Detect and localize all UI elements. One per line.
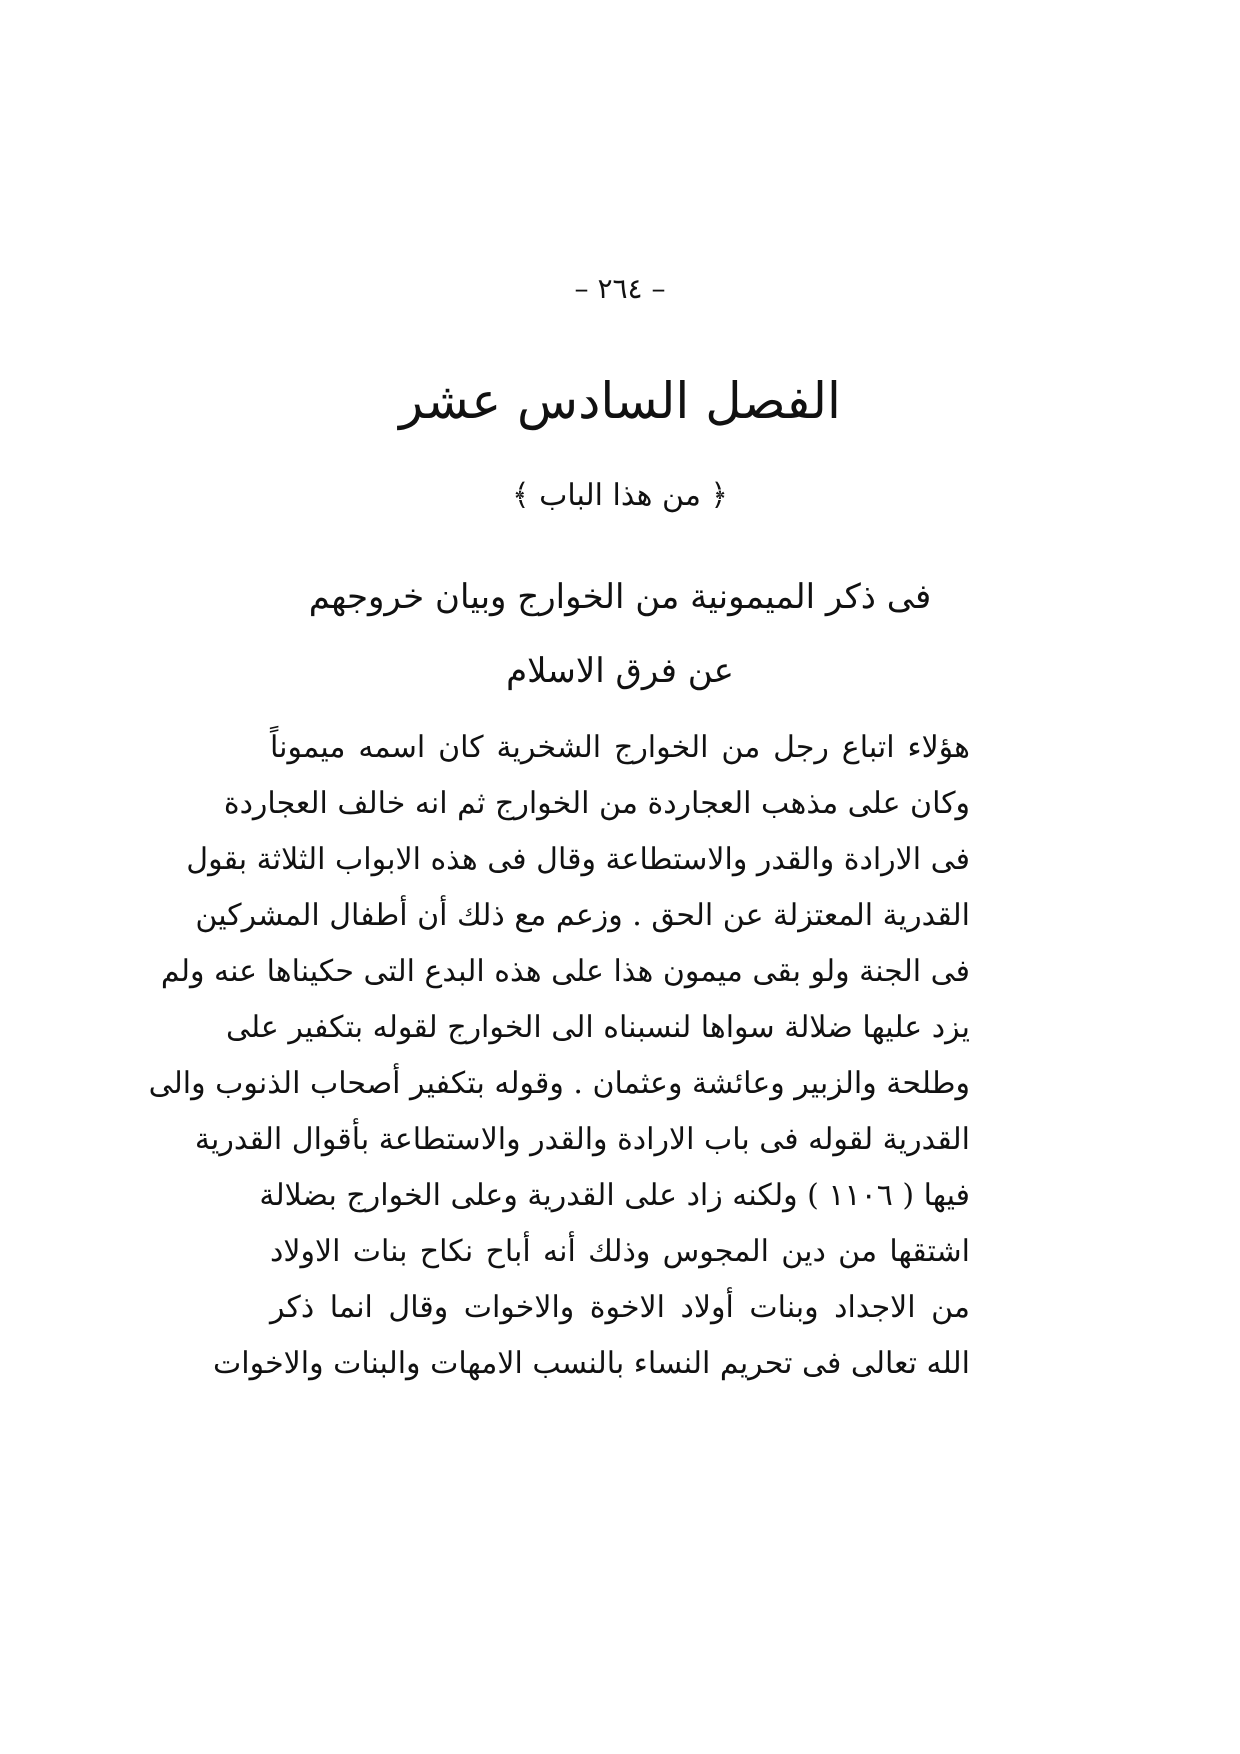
section-heading-line: فى ذكر الميمونية من الخوارج وبيان خروجهم: [308, 577, 932, 617]
body-line: فى الجنة ولو بقى ميمون هذا على هذه البدع التى حكيناها عنه ولم: [160, 954, 970, 989]
body-line: القدرية لقوله فى باب الارادة والقدر والاستطاعة بأقوال القدرية: [194, 1122, 970, 1157]
section-heading-line: عن فرق الاسلام: [506, 651, 734, 691]
body-line: وطلحة والزبير وعائشة وعثمان . وقوله بتكفير أصحاب الذنوب والى: [148, 1066, 970, 1101]
body-line: اشتقها من دين المجوس وذلك أنه أباح نكاح بنات الاولاد: [270, 1234, 970, 1269]
body-line: يزد عليها ضلالة سواها لنسبناه الى الخوارج لقوله بتكفير على: [225, 1010, 970, 1045]
body-line: وكان على مذهب العجاردة من الخوارج ثم انه خالف العجاردة: [223, 786, 970, 821]
body-text: [148, 720, 970, 1392]
body-line: فى الارادة والقدر والاستطاعة وقال فى هذه الابواب الثلاثة بقول: [186, 842, 970, 877]
body-line: القدرية المعتزلة عن الحق . وزعم مع ذلك أن أطفال المشركين: [195, 898, 970, 933]
body-line: هؤلاء اتباع رجل من الخوارج الشخرية كان اسمه ميموناً: [270, 730, 970, 765]
body-line: فيها ( ١١٠٦ ) ولكنه زاد على القدرية وعلى الخوارج بضلالة: [259, 1178, 970, 1213]
body-line: الله تعالى فى تحريم النساء بالنسب الامهات والبنات والاخوات: [213, 1346, 970, 1381]
page-number: – ٢٦٤ –: [574, 272, 666, 305]
chapter-title: الفصل السادس عشر: [399, 372, 841, 430]
section-heading: [280, 560, 960, 708]
body-line: من الاجداد وبنات أولاد الاخوة والاخوات وقال انما ذكر: [270, 1290, 970, 1325]
chapter-subtitle: ﴿ من هذا الباب ﴾: [511, 478, 729, 513]
